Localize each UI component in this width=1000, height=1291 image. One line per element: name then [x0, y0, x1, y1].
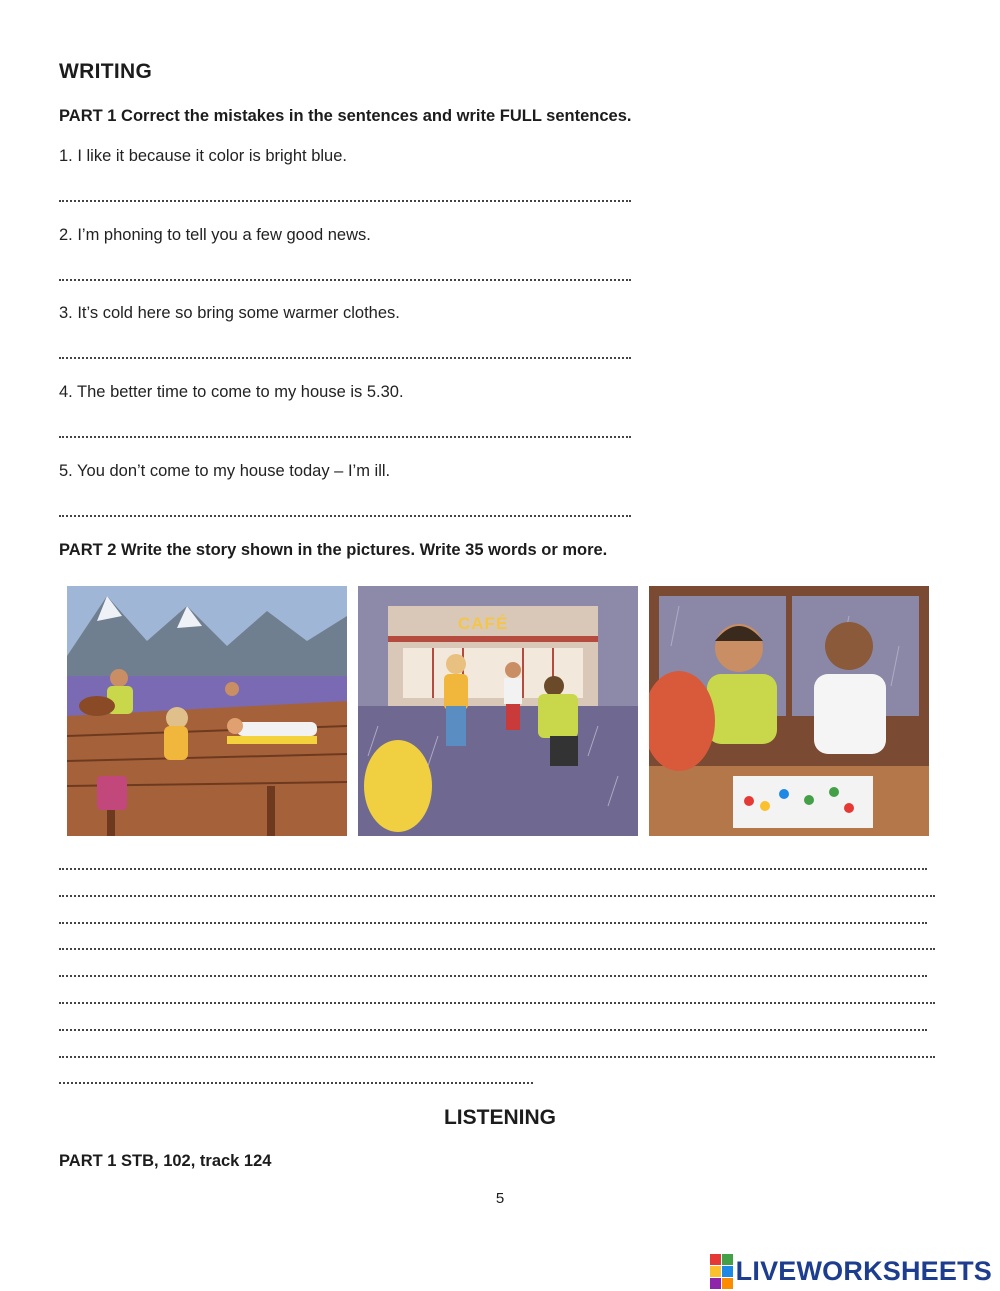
section-title-writing: WRITING: [59, 60, 153, 83]
listening-part1-heading: PART 1 STB, 102, track 124: [59, 1152, 272, 1170]
story-line-7[interactable]: [59, 1027, 927, 1031]
answer-line-2[interactable]: [59, 277, 631, 281]
story-picture-boardgame: [649, 586, 929, 836]
story-picture-lake: [67, 586, 347, 836]
part2-heading: PART 2 Write the story shown in the pictures. Write 35 words or more.: [59, 541, 608, 559]
story-line-4[interactable]: [59, 946, 935, 950]
story-line-9[interactable]: [59, 1080, 533, 1084]
logo-blocks-icon: [710, 1254, 733, 1289]
story-line-8[interactable]: [59, 1054, 935, 1058]
section-title-listening: LISTENING: [443, 1106, 556, 1129]
cafe-sign: CAFÉ: [458, 614, 509, 633]
answer-line-5[interactable]: [59, 513, 631, 517]
sentence-4: 4. The better time to come to my house is 5.30.: [59, 383, 404, 401]
story-line-6[interactable]: [59, 1000, 935, 1004]
answer-line-4[interactable]: [59, 434, 631, 438]
part1-heading: PART 1 Correct the mistakes in the sentences and write FULL sentences.: [59, 107, 632, 125]
logo-text: LIVEWORKSHEETS: [735, 1255, 992, 1286]
story-line-1[interactable]: [59, 866, 927, 870]
sentence-3: 3. It’s cold here so bring some warmer clothes.: [59, 304, 400, 322]
story-line-2[interactable]: [59, 893, 935, 897]
sentence-5: 5. You don’t come to my house today – I’m ill.: [59, 462, 391, 480]
story-line-3[interactable]: [59, 920, 927, 924]
story-picture-cafe: [358, 586, 638, 836]
answer-line-1[interactable]: [59, 198, 631, 202]
story-line-5[interactable]: [59, 973, 927, 977]
page-number: 5: [495, 1190, 505, 1207]
liveworksheets-logo: [710, 1254, 992, 1288]
answer-line-3[interactable]: [59, 355, 631, 359]
sentence-2: 2. I’m phoning to tell you a few good news.: [59, 226, 371, 244]
sentence-1: 1. I like it because it color is bright blue.: [59, 147, 347, 165]
